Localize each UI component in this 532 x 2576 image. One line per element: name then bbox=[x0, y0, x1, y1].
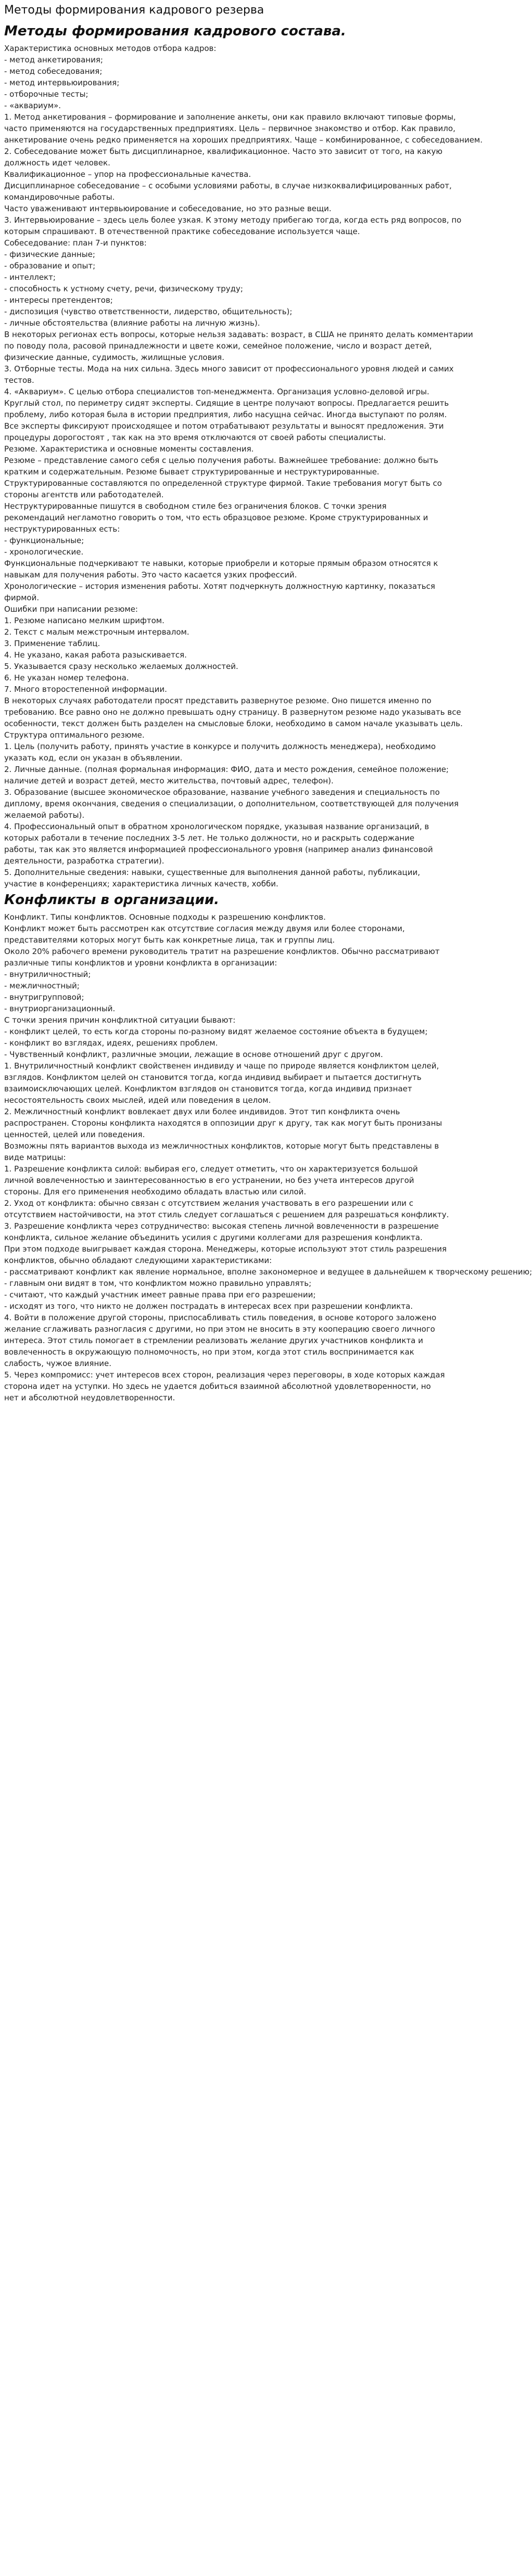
text-line: - внутриличностный; bbox=[4, 970, 91, 979]
text-line: отсутствием настойчивости, на этот стиль следует соглашаться с решением для разрешаться конфликту. bbox=[4, 1210, 449, 1219]
text-line: интереса. Этот стиль помогает в стремлении реализовать желание других участников конфликта и bbox=[4, 1336, 423, 1345]
text-line: - образование и опыт; bbox=[4, 261, 96, 271]
text-line: В некоторых случаях работодатели просят представить развернутое резюме. Оно пишется именно по bbox=[4, 696, 432, 705]
text-line: - внутригрупповой; bbox=[4, 993, 84, 1002]
text-line: наличие детей и возраст детей, место жительства, почтовый адрес, телефон). bbox=[4, 776, 334, 785]
text-line: Хронологические – история изменения работы. Хотят подчеркнуть должностную картинку, показаться bbox=[4, 582, 435, 591]
text-line: 3. Интервьюирование – здесь цель более узкая. К этому методу прибегаю тогда, когда есть ряд вопросов, по bbox=[4, 215, 462, 225]
text-line: - отборочные тесты; bbox=[4, 89, 88, 99]
text-line: Все эксперты фиксируют происходящее и потом отрабатывают результаты и выносят предложения. Эти bbox=[4, 421, 444, 431]
text-line: 2. Уход от конфликта: обычно связан с отсутствием желания участвовать в его разрешении или с bbox=[4, 1199, 413, 1208]
text-line: - метод интервьюирования; bbox=[4, 78, 120, 87]
text-line: - конфликт целей, то есть когда стороны по-разному видят желаемое состояние объекта в будущем; bbox=[4, 1027, 428, 1036]
text-line: взглядов. Конфликтом целей он становится тогда, когда индивид выбирает и пытается достигнуть bbox=[4, 1073, 422, 1082]
text-line: должность идет человек. bbox=[4, 158, 110, 168]
text-line: стороны агентств или работодателей. bbox=[4, 490, 164, 499]
text-line: ценностей, целей или поведения. bbox=[4, 1130, 145, 1139]
text-line: - интеллект; bbox=[4, 273, 56, 282]
text-line: распространен. Стороны конфликта находятся в оппозиции друг к другу, так как могут быть пронизаны bbox=[4, 1118, 442, 1128]
text-line: навыкам для получения работы. Это часто касается узких профессий. bbox=[4, 570, 297, 579]
text-line: 1. Резюме написано мелким шрифтом. bbox=[4, 616, 164, 625]
text-line: вовлеченность в окружающую полномочность, но при этом, когда этот стиль воспринимается как bbox=[4, 1347, 414, 1357]
text-line: несостоятельность своих мыслей, идей или поведения в целом. bbox=[4, 1096, 271, 1105]
text-line: процедуры дорогостоят , так как на это время отключаются от своей работы специалисты. bbox=[4, 433, 386, 442]
text-line: взаимоисключающих целей. Конфликтом взглядов он становится тогда, когда индивид признает bbox=[4, 1084, 412, 1093]
text-line: диплому, время окончания, сведения о специализации, о дополнительном, соответствующей для получения bbox=[4, 799, 459, 808]
section-heading-personnel-methods: Методы формирования кадрового состава. bbox=[4, 23, 346, 39]
text-line: 3. Применение таблиц. bbox=[4, 639, 100, 648]
text-line: особенности, текст должен быть разделен на смысловые блоки, необходимо в самом начале указывать цель. bbox=[4, 719, 463, 728]
text-line: конфликтов, обычно обладают следующими характеристиками: bbox=[4, 1256, 272, 1265]
text-line: часто применяются на государственных предприятиях. Цель – первичное знакомство и отбор. Как правило, bbox=[4, 124, 455, 133]
text-line: виде матрицы: bbox=[4, 1153, 66, 1162]
text-line: 4. Профессиональный опыт в обратном хронологическом порядке, указывая название организаций, в bbox=[4, 822, 429, 831]
text-line: - интересы претендентов; bbox=[4, 295, 113, 305]
text-line: кратким и содержательным. Резюме бывает структурированные и неструктурированные. bbox=[4, 467, 379, 476]
text-line: Резюме. Характеристика и основные моменты составления. bbox=[4, 444, 254, 454]
text-line: желание сглаживать разногласия с другими, но при этом не вносить в эту кооперацию своего личного bbox=[4, 1324, 435, 1334]
section-heading-conflicts: Конфликты в организации. bbox=[4, 892, 219, 908]
text-line: Неструктурированные пишутся в свободном стиле без ограничения блоков. С точки зрения bbox=[4, 501, 387, 511]
text-line: 2. Межличностный конфликт вовлекает двух или более индивидов. Этот тип конфликта очень bbox=[4, 1107, 400, 1116]
text-line: 6. Не указан номер телефона. bbox=[4, 673, 129, 682]
text-line: 3. Разрешение конфликта через сотрудничество: высокая степень личной вовлеченности в разрешение bbox=[4, 1221, 439, 1231]
text-line: 2. Собеседование может быть дисциплинарное, квалификационное. Часто это зависит от того, на какую bbox=[4, 147, 443, 156]
text-line: желаемой работы). bbox=[4, 810, 85, 820]
text-line: проблему, либо которая была в истории предприятия, либо насущна сейчас. Иногда выступают по ролям. bbox=[4, 410, 447, 419]
text-line: - функциональные; bbox=[4, 536, 84, 545]
text-line: Ошибки при написании резюме: bbox=[4, 604, 138, 614]
text-line: Около 20% рабочего времени руководитель тратит на разрешение конфликтов. Обычно рассматривают bbox=[4, 947, 440, 956]
text-line: Структурированные составляются по определенной структуре фирмой. Такие требования могут быть со bbox=[4, 479, 442, 488]
text-line: Часто уваженивают интервьюирование и собеседование, но это разные вещи. bbox=[4, 204, 332, 213]
text-line: указать код, если он указан в объявлении. bbox=[4, 753, 183, 763]
text-line: слабость, чужое влияние. bbox=[4, 1359, 111, 1368]
text-line: участие в конференциях; характеристика личных качеств, хобби. bbox=[4, 879, 278, 888]
text-line: Дисциплинарное собеседование – с особыми условиями работы, в случае низкоквалифицированных работ, bbox=[4, 181, 452, 190]
text-line: С точки зрения причин конфликтной ситуации бывают: bbox=[4, 1015, 236, 1025]
text-line: неструктурированных есть: bbox=[4, 524, 120, 534]
text-line: личной вовлеченностью и заинтересованностью в его устранении, но без учета интересов другой bbox=[4, 1176, 414, 1185]
text-line: командировочные работы. bbox=[4, 192, 115, 202]
text-line: Структура оптимального резюме. bbox=[4, 730, 145, 740]
text-line: конфликта, сильное желание объединить усилия с другими коллегами для разрешения конфликта. bbox=[4, 1233, 423, 1242]
text-line: Квалификационное – упор на профессиональные качества. bbox=[4, 170, 251, 179]
text-line: 2. Текст с малым межстрочным интервалом. bbox=[4, 627, 189, 637]
text-line: 4. Не указано, какая работа разыскивается. bbox=[4, 650, 187, 660]
text-line: рекомендаций негламотно говорить о том, что есть образцовое резюме. Кроме структурированных и bbox=[4, 513, 428, 522]
text-line: Круглый стол, по периметру сидят эксперты. Сидящие в центре получают вопросы. Предлагается решить bbox=[4, 398, 449, 408]
text-line: 5. Через компромисс: учет интересов всех сторон, реализация через переговоры, в ходе которых каждая bbox=[4, 1370, 445, 1380]
text-line: Функциональные подчеркивают те навыки, которые приобрели и которые прямым образом относятся к bbox=[4, 559, 438, 568]
text-line: 1. Метод анкетирования – формирование и заполнение анкеты, они как правило включают типовые формы, bbox=[4, 112, 456, 122]
text-line: 5. Указывается сразу несколько желаемых должностей. bbox=[4, 662, 238, 671]
text-line: - считают, что каждый участник имеет равные права при его разрешении; bbox=[4, 1290, 316, 1299]
text-line: - конфликт во взглядах, идеях, решениях проблем. bbox=[4, 1038, 218, 1048]
text-line: - личные обстоятельства (влияние работы на личную жизнь). bbox=[4, 318, 260, 328]
text-line: Резюме – представление самого себя с целью получения работы. Важнейшее требование: должно быть bbox=[4, 456, 438, 465]
text-line: Конфликт. Типы конфликтов. Основные подходы к разрешению конфликтов. bbox=[4, 912, 326, 922]
text-line: различные типы конфликтов и уровни конфликта в организации: bbox=[4, 958, 277, 968]
text-line: по поводу пола, расовой принадлежности и цвете кожи, семейное положение, число и возраст детей, bbox=[4, 341, 432, 351]
text-line: - исходят из того, что никто не должен пострадать в интересах всех при разрешении конфликта. bbox=[4, 1302, 413, 1311]
text-line: - межличностный; bbox=[4, 981, 80, 990]
text-line: 7. Много второстепенной информации. bbox=[4, 685, 167, 694]
text-line: сторона идет на уступки. Но здесь не удается добиться взаимной абсолютной удовлетворенности, но bbox=[4, 1382, 431, 1391]
text-line: 4. «Аквариум». С целью отбора специалистов топ-менеджмента. Организация условно-деловой игры. bbox=[4, 387, 429, 396]
text-line: анкетирование очень редко применяется на хороших предприятиях. Чаще – комбинированное, с собеседованием. bbox=[4, 135, 483, 145]
text-line: 3. Образование (высшее экономическое образование, название учебного заведения и специальность по bbox=[4, 788, 440, 797]
text-line: тестов. bbox=[4, 376, 34, 385]
section-body-conflicts bbox=[4, 911, 532, 1403]
text-line: - диспозиция (чувство ответственности, лидерство, общительность); bbox=[4, 307, 293, 316]
text-line: - Чувственный конфликт, различные эмоции, лежащие в основе отношений друг с другом. bbox=[4, 1050, 383, 1059]
text-line: При этом подходе выигрывает каждая сторона. Менеджеры, которые используют этот стиль разрешения bbox=[4, 1244, 447, 1254]
text-line: - главным они видят в том, что конфликтом можно правильно управлять; bbox=[4, 1279, 312, 1288]
text-line: физические данные, судимость, жилищные условия. bbox=[4, 353, 224, 362]
text-line: Возможны пять вариантов выхода из межличностных конфликтов, которые могут быть представлены в bbox=[4, 1141, 439, 1151]
text-line: - рассматривают конфликт как явление нормальное, вполне закономерное и ведущее в дальнейшем к творческому решению; bbox=[4, 1267, 532, 1277]
text-line: 1. Цель (получить работу, принять участие в конкурсе и получить должность менеджера), необходимо bbox=[4, 742, 436, 751]
text-line: - внутриорганизационный. bbox=[4, 1004, 116, 1013]
text-line: фирмой. bbox=[4, 593, 40, 602]
text-line: которых работали в течение последних 3-5 лет. Не только должности, но и раскрыть содержание bbox=[4, 833, 415, 843]
text-line: 3. Отборные тесты. Мода на них сильна. Здесь много зависит от профессионального уровня людей и самих bbox=[4, 364, 454, 373]
text-line: - способность к устному счету, речи, физическому труду; bbox=[4, 284, 243, 293]
section-body-personnel-methods bbox=[4, 43, 483, 890]
text-line: 1. Внутриличностный конфликт свойственен индивиду и чаще по природе является конфликтом целей, bbox=[4, 1061, 439, 1071]
text-line: - «аквариум». bbox=[4, 101, 61, 110]
text-line: работы, так как это является информацией профессионального уровня (например анализ финансовой bbox=[4, 845, 433, 854]
text-line: Характеристика основных методов отбора кадров: bbox=[4, 44, 217, 53]
text-line: 2. Личные данные. (полная формальная информация: ФИО, дата и место рождения, семейное положение; bbox=[4, 765, 449, 774]
text-line: 5. Дополнительные сведения: навыки, существенные для выполнения данной работы, публикации, bbox=[4, 868, 420, 877]
text-line: деятельности, разработка стратегии). bbox=[4, 856, 164, 866]
text-line: требованию. Все равно оно не должно превышать одну страницу. В развернутом резюме надо указывать все bbox=[4, 707, 461, 717]
text-line: В некоторых регионах есть вопросы, которые нельзя задавать: возраст, в США не принято делать комментарии bbox=[4, 330, 473, 339]
text-line: стороны. Для его применения необходимо обладать властью или силой. bbox=[4, 1187, 307, 1196]
document-title: Методы формирования кадрового резерва bbox=[4, 4, 264, 17]
text-line: - физические данные; bbox=[4, 250, 95, 259]
text-line: Конфликт может быть рассмотрен как отсутствие согласия между двумя или более сторонами, bbox=[4, 924, 405, 933]
text-line: 4. Войти в положение другой стороны, приспосабливать стиль поведения, в основе которого заложено bbox=[4, 1313, 437, 1322]
text-line: 1. Разрешение конфликта силой: выбирая его, следует отметить, что он характеризуется большой bbox=[4, 1164, 418, 1174]
text-line: представителями которых могут быть как конкретные лица, так и группы лиц. bbox=[4, 935, 335, 945]
text-line: - метод собеседования; bbox=[4, 67, 103, 76]
text-line: - хронологические. bbox=[4, 547, 84, 557]
text-line: Собеседование: план 7-и пунктов: bbox=[4, 238, 147, 248]
text-line: нет и абсолютной неудовлетворенности. bbox=[4, 1393, 175, 1402]
text-line: - метод анкетирования; bbox=[4, 55, 103, 65]
text-line: которым спрашивают. В отечественной практике собеседование используется чаще. bbox=[4, 227, 360, 236]
